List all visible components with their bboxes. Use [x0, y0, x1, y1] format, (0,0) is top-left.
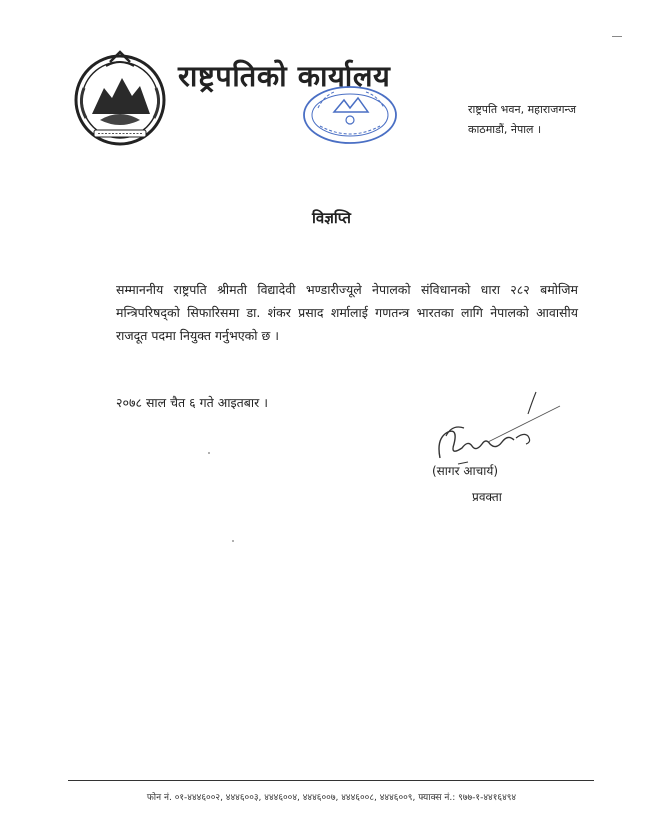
corner-mark — [612, 36, 622, 37]
footer-divider — [68, 780, 594, 781]
notice-heading: विज्ञप्ति — [312, 209, 351, 227]
address-line-1: राष्ट्रपति भवन, महाराजगन्ज — [468, 103, 576, 116]
signer-role: प्रवक्ता — [472, 490, 502, 504]
address-line-2: काठमाडौं, नेपाल । — [468, 123, 542, 136]
footer-contacts: फोन नं. ०१-४४४६००२, ४४४६००३, ४४४६००४, ४४४६००७, ४४४६००८, ४४४६००९, फ्याक्स नं.: ९७७-१-४४१६४९४ — [146, 793, 517, 803]
speck — [232, 540, 234, 542]
office-title: राष्ट्रपतिको कार्यालय — [178, 59, 391, 93]
handwritten-signature-icon — [428, 388, 568, 468]
nepal-coat-of-arms-icon — [70, 48, 170, 148]
office-seal-stamp-icon — [300, 82, 400, 148]
notice-date: २०७८ साल चैत ६ गते आइतबार । — [116, 395, 268, 410]
office-address — [468, 100, 576, 140]
signer-name: (सागर आचार्य) — [432, 464, 499, 478]
notice-body: सम्माननीय राष्ट्रपति श्रीमती विद्यादेवी भण्डारीज्यूले नेपालको संविधानको धारा २८२ बमोजिम मन्त्रिपरिषद्को सिफारिसमा डा. शंकर प्रसाद शर्मालाई गणतन्त्र भारतका लागि नेपालको आवासीय राजदूत पदमा नियुक्त गर्नुभएको छ । — [116, 282, 578, 343]
speck — [208, 452, 210, 454]
